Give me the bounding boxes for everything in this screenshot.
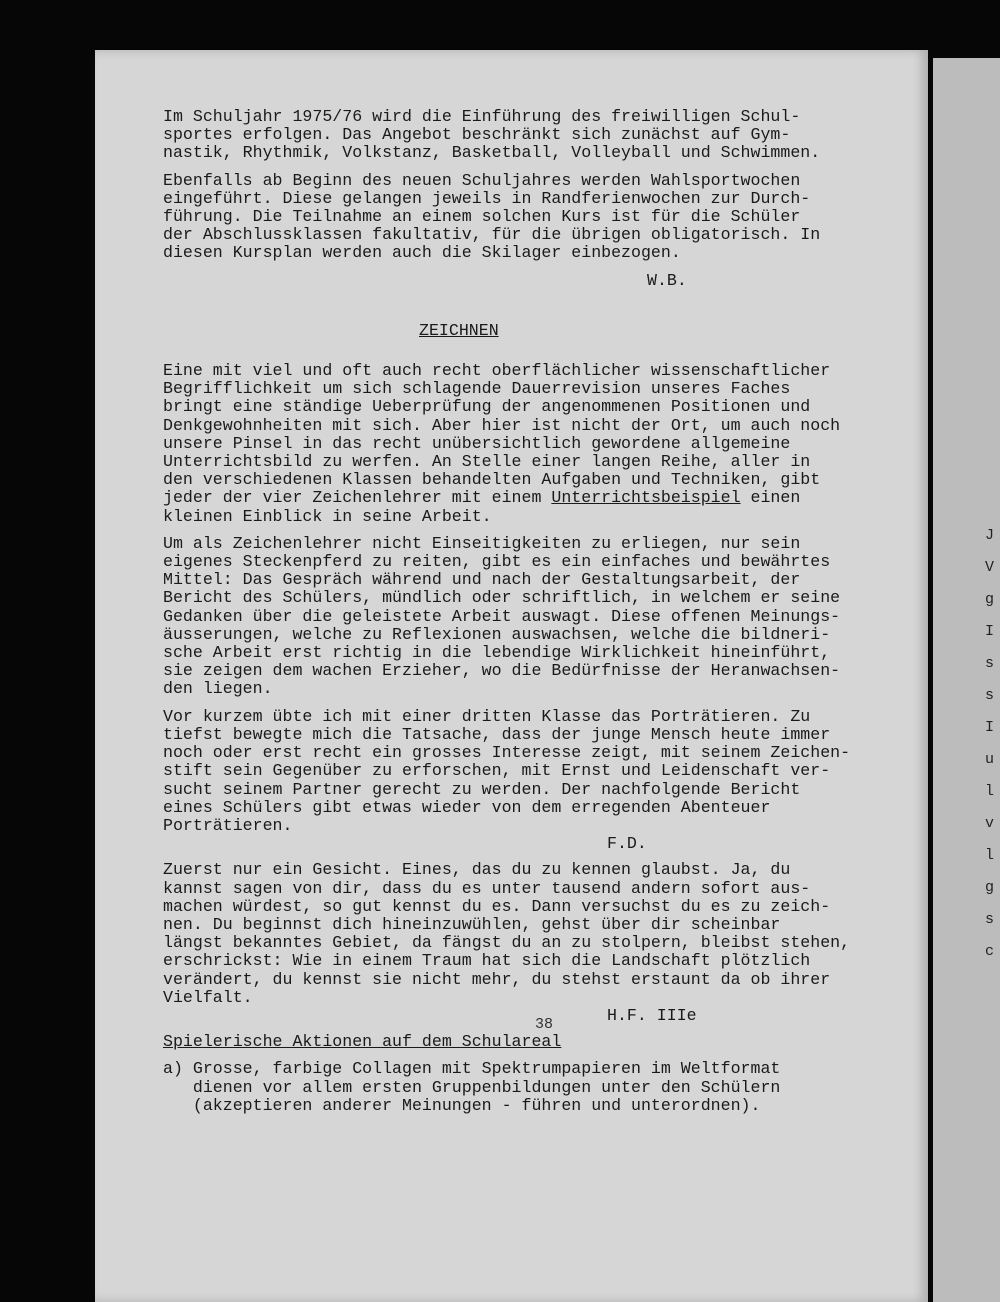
text-line: kleinen Einblick in seine Arbeit. [163, 506, 492, 526]
signature-wb: W.B. [647, 270, 687, 290]
zeichnen-paragraph-2 [163, 535, 923, 699]
text-line: äusserungen, welche zu Reflexionen auswachsen, welche die bildneri- [163, 624, 831, 644]
underlined-term: Unterrichtsbeispiel [551, 488, 741, 508]
text-line: Porträtieren. [163, 815, 293, 835]
text-line: tiefst bewegte mich die Tatsache, dass der junge Mensch heute immer [163, 724, 831, 744]
text-line: Vor kurzem übte ich mit einer dritten Klasse das Porträtieren. Zu [163, 706, 811, 726]
fragment: v [985, 815, 995, 832]
text-line: Gedanken über die geleistete Arbeit auswagt. Diese offenen Meinungs- [163, 606, 841, 626]
list-item-a [163, 1060, 923, 1115]
student-report [163, 861, 923, 1007]
text-line: sche Arbeit erst richtig in die lebendige Wirklichkeit hineinführt, [163, 643, 831, 663]
page-text [163, 108, 923, 1115]
text-line: Zuerst nur ein Gesicht. Eines, das du zu kennen glaubst. Ja, du [163, 860, 791, 880]
text-line: führung. Die Teilnahme an einem solchen Kurs ist für die Schüler [163, 207, 801, 227]
intro-paragraph-1 [163, 108, 923, 163]
text-line: nen. Du beginnst dich hineinzuwühlen, gehst über dir scheinbar [163, 914, 781, 934]
text-line: a) Grosse, farbige Collagen mit Spektrumpapieren im Weltformat [163, 1059, 781, 1079]
text-line: Ebenfalls ab Beginn des neuen Schuljahres werden Wahlsportwochen [163, 170, 801, 190]
text-line: verändert, du kennst sie nicht mehr, du stehst erstaunt da ob ihrer [163, 969, 831, 989]
intro-paragraph-2 [163, 172, 923, 263]
text-line: Denkgewohnheiten mit sich. Aber hier ist nicht der Ort, um auch noch [163, 415, 841, 435]
subsection-title-text: Spielerische Aktionen auf dem Schulareal [163, 1032, 562, 1052]
text-line: unsere Pinsel in das recht unübersichtlich gewordene allgemeine [163, 433, 791, 453]
fragment: l [985, 783, 995, 800]
fragment: s [985, 911, 995, 928]
section-title-text: ZEICHNEN [419, 320, 499, 340]
text-line: den verschiedenen Klassen behandelten Aufgaben und Techniken, gibt [163, 470, 821, 490]
adjacent-page-fragments [985, 520, 1000, 968]
zeichnen-paragraph-1 [163, 362, 923, 526]
text-line: kannst sagen von dir, dass du es unter tausend andern sofort aus- [163, 878, 811, 898]
fragment: J [985, 527, 995, 544]
text-segment: jeder der vier Zeichenlehrer mit einem [163, 488, 552, 508]
text-line: erschrickst: Wie in einem Traum hat sich die Landschaft plötzlich [163, 951, 811, 971]
text-line: nastik, Rhythmik, Volkstanz, Basketball, Volleyball und Schwimmen. [163, 143, 821, 163]
text-line: eigenes Steckenpferd zu reiten, gibt es ein einfaches und bewährtes [163, 552, 831, 572]
document-page [95, 50, 928, 1302]
text-line: den liegen. [163, 679, 273, 699]
text-line: Im Schuljahr 1975/76 wird die Einführung des freiwilligen Schul- [163, 107, 801, 126]
fragment: g [985, 591, 995, 608]
fragment: g [985, 879, 995, 896]
fragment: V [985, 559, 995, 576]
text-line: sie zeigen dem wachen Erzieher, wo die Bedürfnisse der Heranwachsen- [163, 661, 841, 681]
text-line: Unterrichtsbild zu werfen. An Stelle einer langen Reihe, aller in [163, 452, 811, 472]
text-segment: einen [740, 488, 801, 508]
text-line: längst bekanntes Gebiet, da fängst du an zu stolpern, bleibst stehen, [163, 933, 851, 953]
text-line: Um als Zeichenlehrer nicht Einseitigkeiten zu erliegen, nur sein [163, 533, 801, 553]
text-line: der Abschlussklassen fakultativ, für die übrigen obligatorisch. In [163, 225, 821, 245]
fragment: u [985, 751, 995, 768]
text-line: eines Schülers gibt etwas wieder von dem erregenden Abenteuer [163, 797, 771, 817]
text-line: Begrifflichkeit um sich schlagende Dauerrevision unseres Faches [163, 379, 791, 399]
zeichnen-paragraph-3 [163, 708, 923, 835]
text-line [163, 489, 923, 507]
text-line: eingeführt. Diese gelangen jeweils in Randferienwochen zur Durch- [163, 188, 811, 208]
fragment: I [985, 719, 995, 736]
signature-hf: H.F. IIIe [607, 1005, 697, 1025]
subsection-title [163, 1033, 923, 1051]
text-line: diesen Kursplan werden auch die Skilager einbezogen. [163, 243, 681, 263]
text-line: stift sein Gegenüber zu erforschen, mit Ernst und Leidenschaft ver- [163, 761, 831, 781]
text-line: Bericht des Schülers, mündlich oder schriftlich, in welchem er seine [163, 588, 841, 608]
text-line: noch oder erst recht ein grosses Interesse zeigt, mit seinem Zeichen- [163, 743, 851, 763]
signature-fd: F.D. [607, 834, 647, 854]
text-line: bringt eine ständige Ueberprüfung der angenommenen Positionen und [163, 397, 811, 417]
text-line: Mittel: Das Gespräch während und nach der Gestaltungsarbeit, der [163, 570, 801, 590]
text-line: sucht seinem Partner gerecht zu werden. Der nachfolgende Bericht [163, 779, 801, 799]
text-line: dienen vor allem ersten Gruppenbildungen unter den Schülern [163, 1077, 781, 1097]
text-line: sportes erfolgen. Das Angebot beschränkt sich zunächst auf Gym- [163, 125, 791, 145]
page-number: 38 [535, 1016, 554, 1033]
text-line: (akzeptieren anderer Meinungen - führen und unterordnen). [163, 1095, 761, 1115]
fragment: s [985, 687, 995, 704]
fragment: c [985, 943, 995, 960]
fragment: l [985, 847, 995, 864]
section-title [163, 322, 923, 340]
fragment: s [985, 655, 995, 672]
text-line: machen würdest, so gut kennst du es. Dann versuchst du es zu zeich- [163, 896, 831, 916]
fragment: I [985, 623, 995, 640]
text-line: Eine mit viel und oft auch recht oberflächlicher wissenschaftlicher [163, 361, 831, 381]
text-line: Vielfalt. [163, 987, 253, 1007]
